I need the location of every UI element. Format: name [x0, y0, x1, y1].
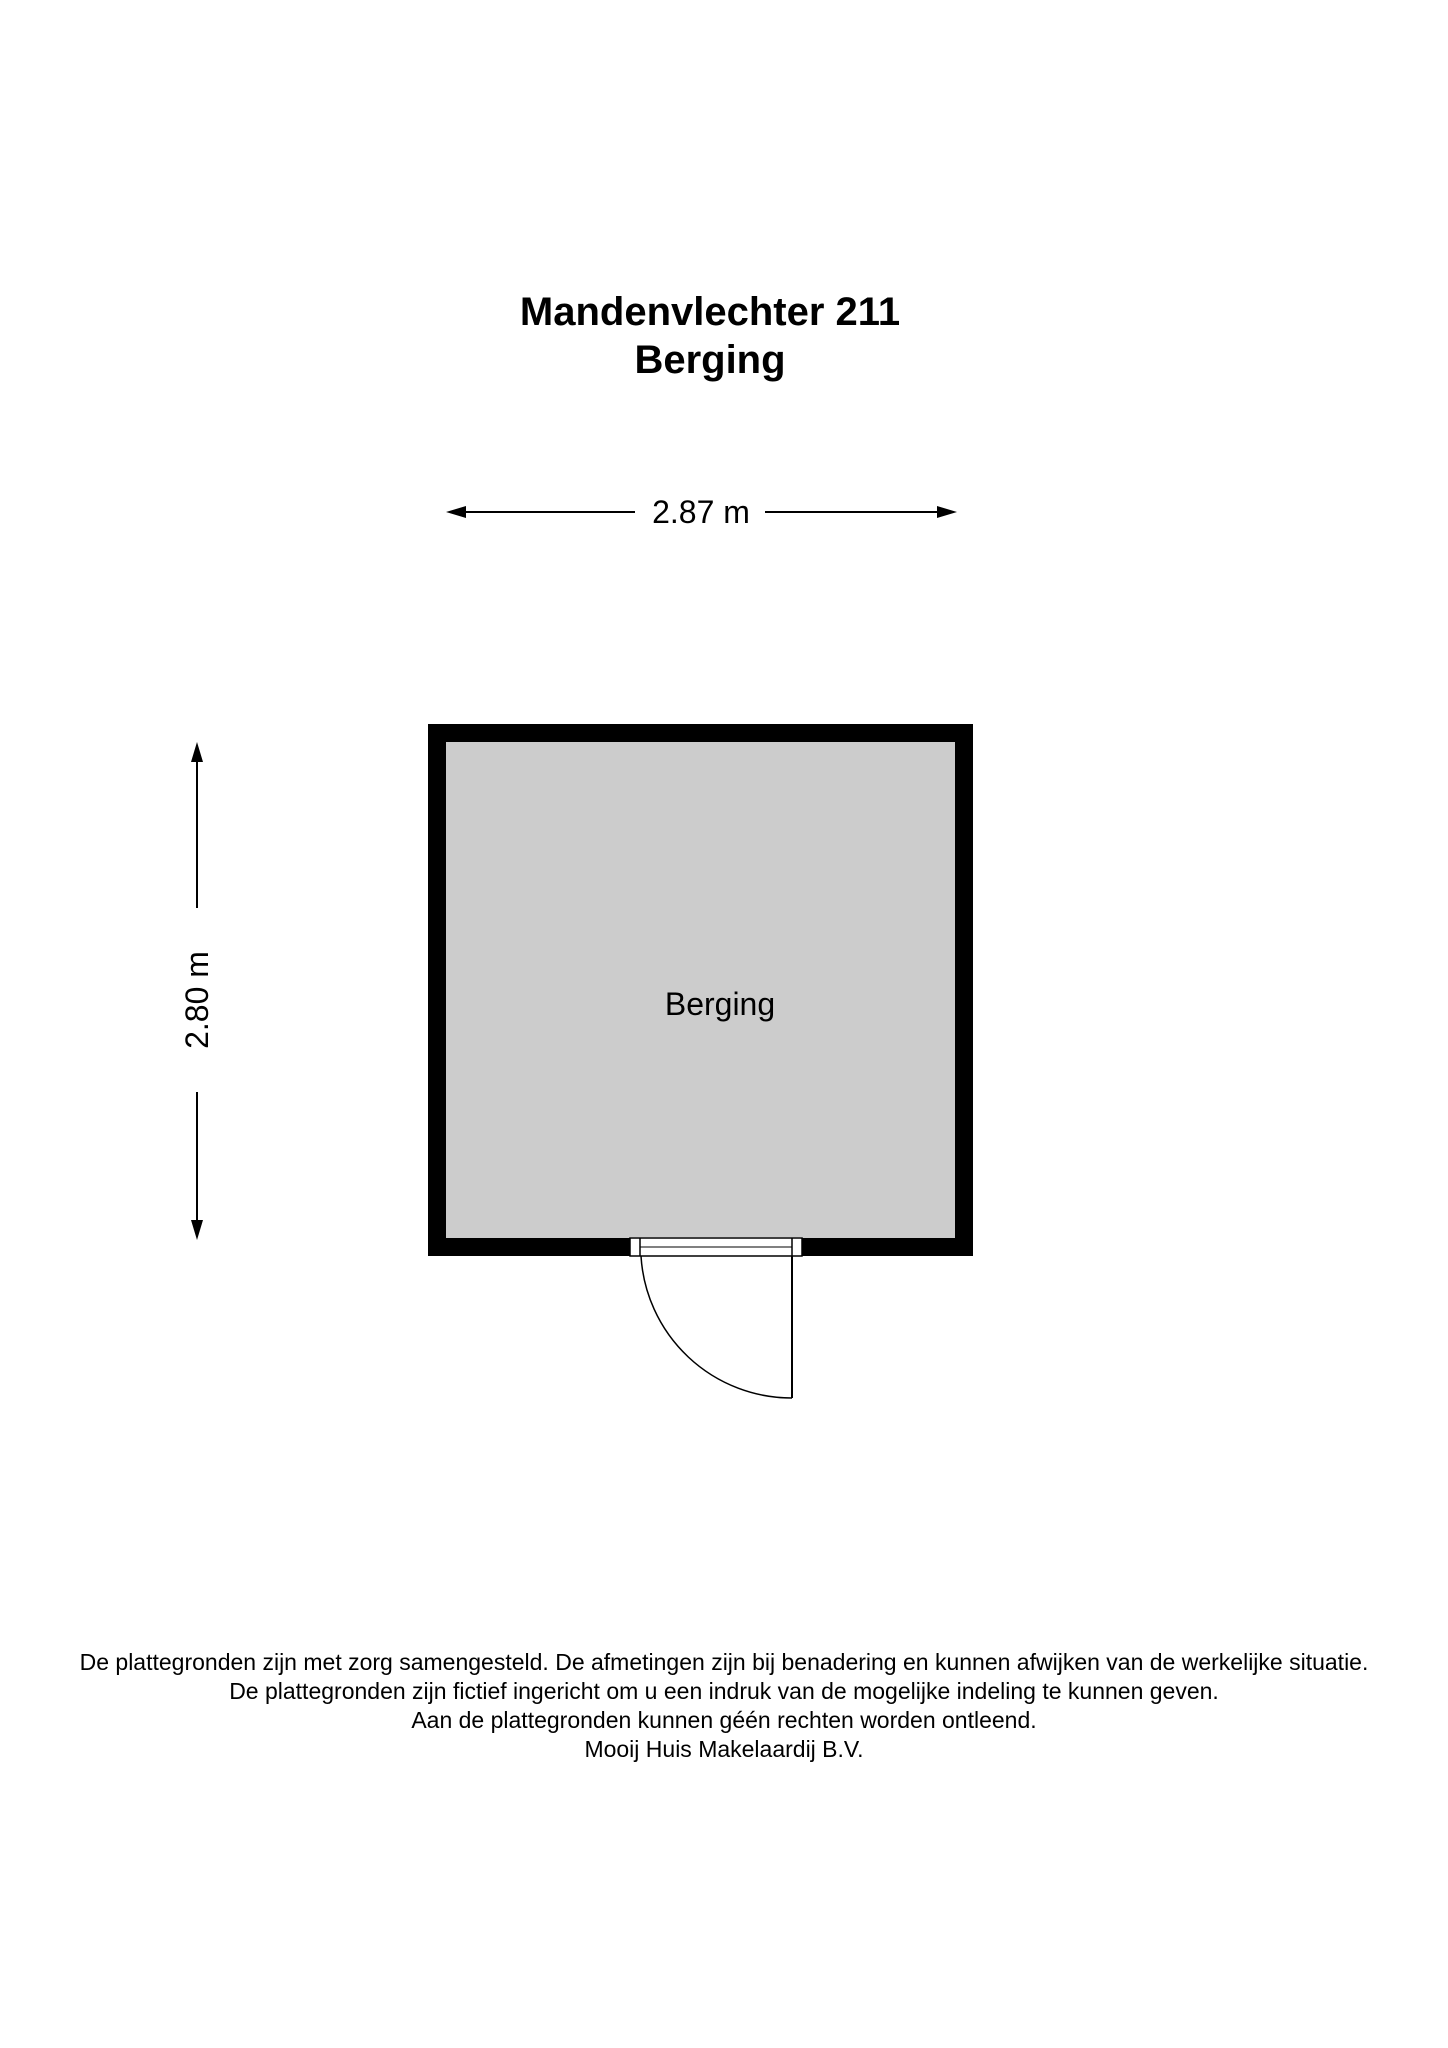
height-dimension-label: 2.80 m — [179, 951, 215, 1049]
door-swing-arc — [641, 1256, 792, 1398]
room-berging — [428, 724, 973, 1398]
arrow-up-icon — [191, 742, 203, 762]
arrow-down-icon — [191, 1220, 203, 1240]
disclaimer-line-3: Aan de plattegronden kunnen géén rechten worden ontleend. — [411, 1707, 1037, 1733]
width-dimension — [446, 494, 957, 530]
disclaimer — [0, 1648, 1448, 1764]
disclaimer-line-2: De plattegronden zijn fictief ingericht om u een indruk van de mogelijke indeling te kunnen geven. — [229, 1678, 1219, 1704]
width-dimension-label: 2.87 m — [652, 494, 750, 530]
address-title: Mandenvlechter 211 — [519, 290, 901, 334]
room-label: Berging — [664, 986, 776, 1022]
arrow-right-icon — [937, 506, 957, 518]
arrow-left-icon — [446, 506, 466, 518]
floor-subtitle: Berging — [634, 338, 786, 382]
disclaimer-company: Mooij Huis Makelaardij B.V. — [584, 1736, 864, 1762]
height-dimension — [179, 742, 215, 1240]
disclaimer-line-1: De plattegronden zijn met zorg samengesteld. De afmetingen zijn bij benadering en kunnen afwijken van de werkelijke situatie. — [79, 1649, 1369, 1675]
